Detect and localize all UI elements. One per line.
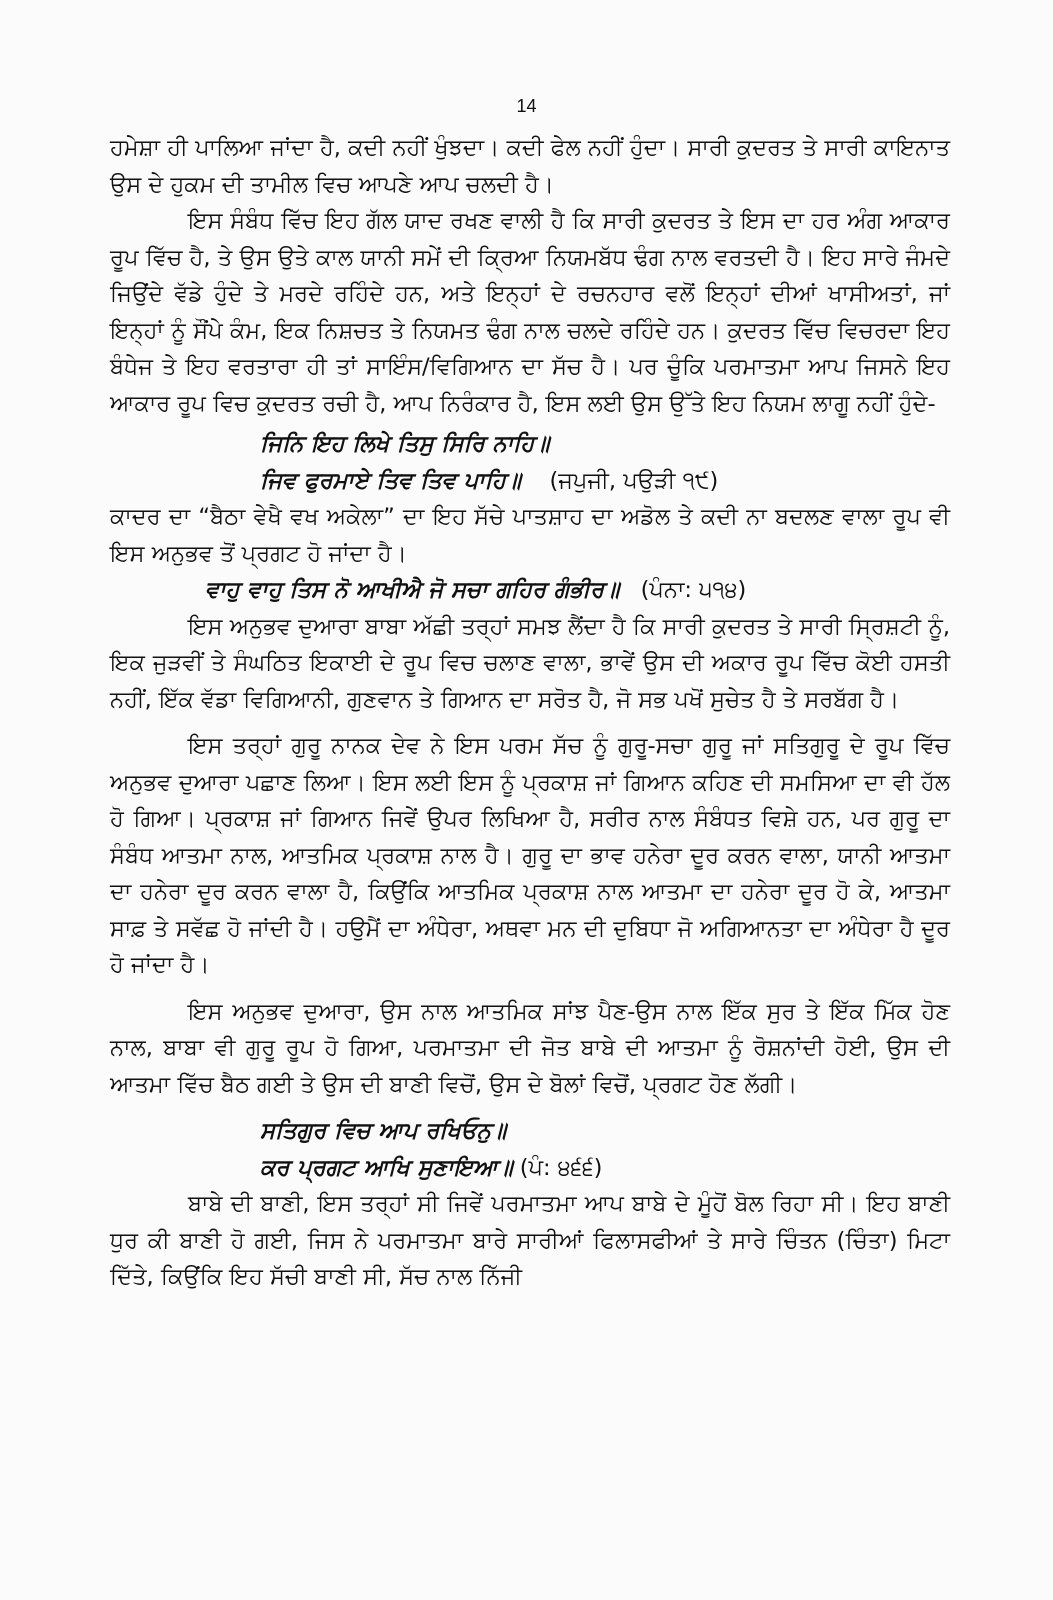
verse-satgur-reference: (ਪੰ: ੪੬੬) (519, 1154, 603, 1181)
paragraph-5: ਇਸ ਤਰ੍ਹਾਂ ਗੁਰੂ ਨਾਨਕ ਦੇਵ ਨੇ ਇਸ ਪਰਮ ਸੱਚ ਨੂੰ ਗੁਰੂ-ਸਚਾ ਗੁਰੂ ਜਾਂ ਸਤਿਗੁਰੂ ਦੇ ਰੂਪ ਵਿੱਚ ਅਨੁਭਵ ਦੁਆਰਾ ਪਛਾਣ ਲਿਆ। ਇਸ ਲਈ ਇਸ ਨੂੰ ਪ੍ਰਕਾਸ਼ ਜਾਂ ਗਿਆਨ ਕਹਿਣ ਦੀ ਸਮਸਿਆ ਦਾ ਵੀ ਹੱਲ ਹੋ ਗਿਆ। ਪ੍ਰਕਾਸ਼ ਜਾਂ ਗਿਆਨ ਜਿਵੇਂ ਉਪਰ ਲਿਖਿਆ ਹੈ, ਸਰੀਰ ਨਾਲ ਸੰਬੰਧਤ ਵਿਸ਼ੇ ਹਨ, ਪਰ ਗੁਰੂ ਦਾ ਸੰਬੰਧ ਆਤਮਾ ਨਾਲ, ਆਤਮਿਕ ਪ੍ਰਕਾਸ਼ ਨਾਲ ਹੈ। ਗੁਰੂ ਦਾ ਭਾਵ ਹਨੇਰਾ ਦੂਰ ਕਰਨ ਵਾਲਾ, ਯਾਨੀ ਆਤਮਾ ਦਾ ਹਨੇਰਾ ਦੂਰ ਕਰਨ ਵਾਲਾ ਹੈ, ਕਿਉਂਕਿ ਆਤਮਿਕ ਪ੍ਰਕਾਸ਼ ਨਾਲ ਆਤਮਾ ਦਾ ਹਨੇਰਾ ਦੂਰ ਹੋ ਕੇ, ਆਤਮਾ ਸਾਫ਼ ਤੇ ਸਵੱਛ ਹੋ ਜਾਂਦੀ ਹੈ। ਹਉਮੈਂ ਦਾ ਅੰਧੇਰਾ, ਅਥਵਾ ਮਨ ਦੀ ਦੁਬਿਧਾ ਜੋ ਅਗਿਆਨਤਾ ਦਾ ਅੰਧੇਰਾ ਹੈ ਦੂਰ ਹੋ ਜਾਂਦਾ ਹੈ। (110, 733, 950, 978)
verse-japji-line-1: ਜਿਨਿ ਇਹ ਲਿਖੇ ਤਿਸੁ ਸਿਰਿ ਨਾਹਿ॥ (260, 431, 550, 457)
paragraph-2: ਇਸ ਸੰਬੰਧ ਵਿੱਚ ਇਹ ਗੱਲ ਯਾਦ ਰਖਣ ਵਾਲੀ ਹੈ ਕਿ ਸਾਰੀ ਕੁਦਰਤ ਤੇ ਇਸ ਦਾ ਹਰ ਅੰਗ ਆਕਾਰ ਰੂਪ ਵਿੱਚ ਹੈ, ਤੇ ਉਸ ਉਤੇ ਕਾਲ ਯਾਨੀ ਸਮੇਂ ਦੀ ਕ੍ਰਿਆ ਨਿਯਮਬੱਧ ਢੰਗ ਨਾਲ ਵਰਤਦੀ ਹੈ। ਇਹ ਸਾਰੇ ਜੰਮਦੇ ਜਿਉਂਦੇ ਵੱਡੇ ਹੁੰਦੇ ਤੇ ਮਰਦੇ ਰਹਿੰਦੇ ਹਨ, ਅਤੇ ਇਨ੍ਹਾਂ ਦੇ ਰਚਨਹਾਰ ਵਲੋਂ ਇਨ੍ਹਾਂ ਦੀਆਂ ਖਾਸੀਅਤਾਂ, ਜਾਂ ਇਨ੍ਹਾਂ ਨੂੰ ਸੌਂਪੇ ਕੰਮ, ਇਕ ਨਿਸ਼ਚਤ ਤੇ ਨਿਯਮਤ ਢੰਗ ਨਾਲ ਚਲਦੇ ਰਹਿੰਦੇ ਹਨ। ਕੁਦਰਤ ਵਿੱਚ ਵਿਚਰਦਾ ਇਹ ਬੰਧੇਜ ਤੇ ਇਹ ਵਰਤਾਰਾ ਹੀ ਤਾਂ ਸਾਇੰਸ/ਵਿਗਿਆਨ ਦਾ ਸੱਚ ਹੈ। ਪਰ ਚੂੰਕਿ ਪਰਮਾਤਮਾ ਆਪ ਜਿਸਨੇ ਇਹ ਆਕਾਰ ਰੂਪ ਵਿਚ ਕੁਦਰਤ ਰਚੀ ਹੈ, ਆਪ ਨਿਰੰਕਾਰ ਹੈ, ਇਸ ਲਈ ਉਸ ਉੱਤੇ ਇਹ ਨਿਯਮ ਲਾਗੂ ਨਹੀਂ ਹੁੰਦੇ- (110, 208, 950, 417)
paragraph-6: ਇਸ ਅਨੁਭਵ ਦੁਆਰਾ, ਉਸ ਨਾਲ ਆਤਮਿਕ ਸਾਂਝ ਪੈਣ-ਉਸ ਨਾਲ ਇੱਕ ਸੁਰ ਤੇ ਇੱਕ ਮਿੱਕ ਹੋਣ ਨਾਲ, ਬਾਬਾ ਵੀ ਗੁਰੂ ਰੂਪ ਹੋ ਗਿਆ, ਪਰਮਾਤਮਾ ਦੀ ਜੋਤ ਬਾਬੇ ਦੀ ਆਤਮਾ ਨੂੰ ਰੋਸ਼ਨਾਂਦੀ ਹੋਈ, ਉਸ ਦੀ ਆਤਮਾ ਵਿੱਚ ਬੈਠ ਗਈ ਤੇ ਉਸ ਦੀ ਬਾਣੀ ਵਿਚੋਂ, ਉਸ ਦੇ ਬੋਲਾਂ ਵਿਚੋਂ, ਪ੍ਰਗਟ ਹੋਣ ਲੱਗੀ। (110, 998, 950, 1098)
verse-satgur (260, 1113, 950, 1186)
verse-waho-line: ਵਾਹੁ ਵਾਹੁ ਤਿਸ ਨੋ ਆਖੀਐ ਜੋ ਸਚਾ ਗਹਿਰ ਗੰਭੀਰ॥ (205, 577, 620, 603)
paragraph-3: ਕਾਦਰ ਦਾ “ਬੈਠਾ ਵੇਖੈ ਵਖ ਅਕੇਲਾ” ਦਾ ਇਹ ਸੱਚੇ ਪਾਤਸ਼ਾਹ ਦਾ ਅਡੋਲ ਤੇ ਕਦੀ ਨਾ ਬਦਲਣ ਵਾਲਾ ਰੂਪ ਵੀ ਇਸ ਅਨੁਭਵ ਤੋਂ ਪ੍ਰਗਟ ਹੋ ਜਾਂਦਾ ਹੈ। (110, 504, 950, 567)
page-body (110, 130, 950, 1296)
verse-japji-reference: (ਜਪੁਜੀ, ਪਉੜੀ ੧੯) (549, 467, 719, 494)
verse-waho-reference: (ਪੰਨਾ: ੫੧੪) (640, 577, 747, 603)
verse-waho (205, 572, 950, 609)
paragraph-7: ਬਾਬੇ ਦੀ ਬਾਣੀ, ਇਸ ਤਰ੍ਹਾਂ ਸੀ ਜਿਵੇਂ ਪਰਮਾਤਮਾ ਆਪ ਬਾਬੇ ਦੇ ਮੂੰਹੋਂ ਬੋਲ ਰਿਹਾ ਸੀ। ਇਹ ਬਾਣੀ ਧੁਰ ਕੀ ਬਾਣੀ ਹੋ ਗਈ, ਜਿਸ ਨੇ ਪਰਮਾਤਮਾ ਬਾਰੇ ਸਾਰੀਆਂ ਫਿਲਾਸਫੀਆਂ ਤੇ ਸਾਰੇ ਚਿੰਤਨ (ਚਿੰਤਾ) ਮਿਟਾ ਦਿੱਤੇ, ਕਿਉਂਕਿ ਇਹ ਸੱਚੀ ਬਾਣੀ ਸੀ, ਸੱਚ ਨਾਲ ਨਿੱਜੀ (110, 1191, 950, 1290)
verse-satgur-line-1: ਸਤਿਗੁਰ ਵਿਚ ਆਪ ਰਖਿਓਨੁ॥ (260, 1118, 507, 1144)
verse-japji (260, 426, 950, 499)
verse-japji-line-2: ਜਿਵ ਫੁਰਮਾਏ ਤਿਵ ਤਿਵ ਪਾਹਿ॥ (260, 467, 521, 494)
page-number: 14 (516, 96, 537, 116)
paragraph-1: ਹਮੇਸ਼ਾ ਹੀ ਪਾਲਿਆ ਜਾਂਦਾ ਹੈ, ਕਦੀ ਨਹੀਂ ਖੁੰਝਦਾ। ਕਦੀ ਫੇਲ ਨਹੀਂ ਹੁੰਦਾ। ਸਾਰੀ ਕੁਦਰਤ ਤੇ ਸਾਰੀ ਕਾਇਨਾਤ ਉਸ ਦੇ ਹੁਕਮ ਦੀ ਤਾਮੀਲ ਵਿਚ ਆਪਣੇ ਆਪ ਚਲਦੀ ਹੈ। (110, 135, 950, 198)
paragraph-4: ਇਸ ਅਨੁਭਵ ਦੁਆਰਾ ਬਾਬਾ ਅੱਛੀ ਤਰ੍ਹਾਂ ਸਮਝ ਲੈਂਦਾ ਹੈ ਕਿ ਸਾਰੀ ਕੁਦਰਤ ਤੇ ਸਾਰੀ ਸ੍ਰਿਸ਼ਟੀ ਨੂੰ, ਇਕ ਜੁੜਵੀਂ ਤੇ ਸੰਘਠਿਤ ਇਕਾਈ ਦੇ ਰੂਪ ਵਿਚ ਚਲਾਣ ਵਾਲਾ, ਭਾਵੇਂ ਉਸ ਦੀ ਅਕਾਰ ਰੂਪ ਵਿੱਚ ਕੋਈ ਹਸਤੀ ਨਹੀਂ, ਇੱਕ ਵੱਡਾ ਵਿਗਿਆਨੀ, ਗੁਣਵਾਨ ਤੇ ਗਿਆਨ ਦਾ ਸਰੋਤ ਹੈ, ਜੋ ਸਭ ਪਖੋਂ ਸੁਚੇਤ ਹੈ ਤੇ ਸਰਬੱਗ ਹੈ। (110, 613, 950, 713)
verse-satgur-line-2: ਕਰ ਪ੍ਰਗਟ ਆਖਿ ਸੁਣਾਇਆ॥ (260, 1154, 513, 1181)
